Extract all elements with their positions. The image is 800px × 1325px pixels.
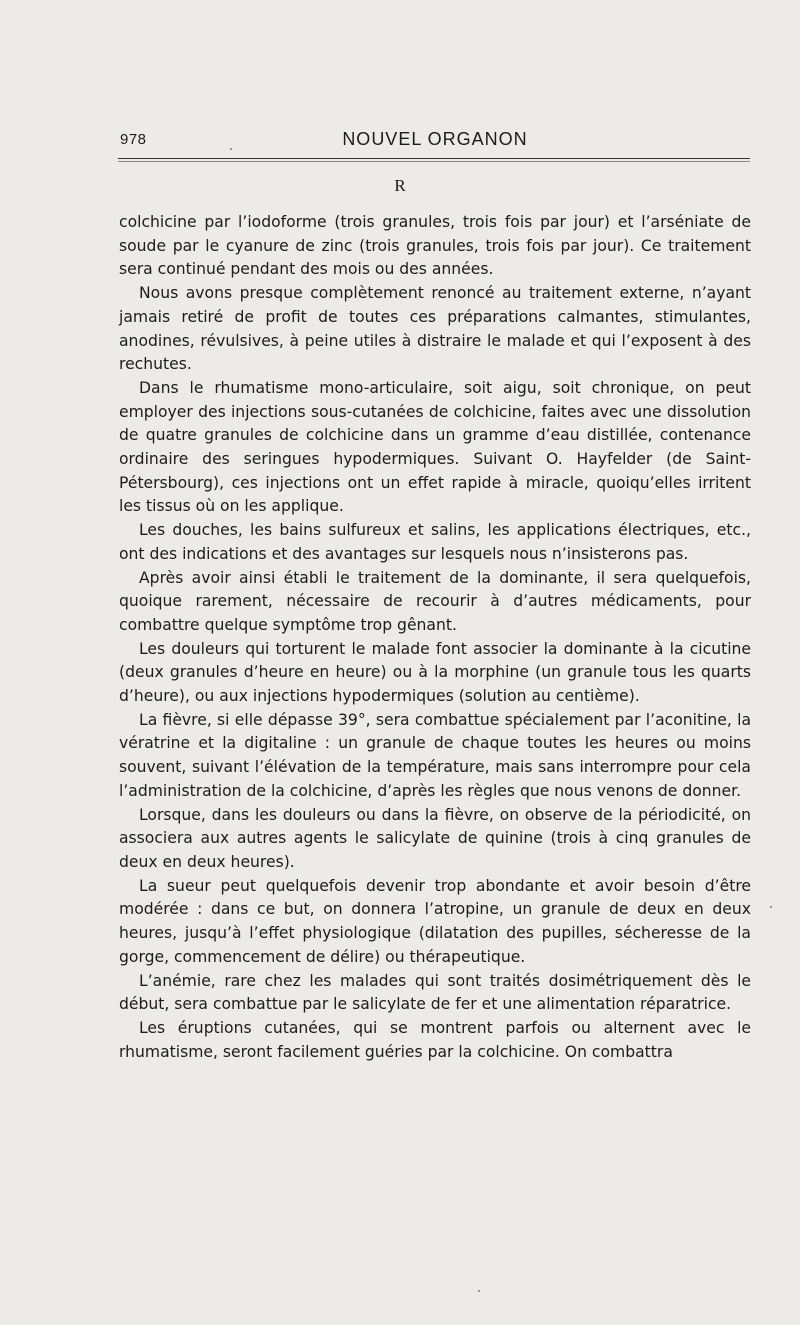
print-speck [478, 1290, 480, 1292]
paragraph: Dans le rhumatisme mono-articulaire, soit aigu, soit chronique, on peut employer des injections sous-cutanées de colchicine, faites avec une dissolution de quatre granules de colchicine dans un gramme d’eau distillée, contenance ordinaire des seringues hypodermiques. Suivant O. Hayfelder (de Saint-Pétersbourg), ces injections ont un effet rapide à miracle, quoiqu’elles irritent les tissus où on les applique. [119, 378, 751, 516]
paragraph: La sueur peut quelquefois devenir trop abondante et avoir besoin d’être modérée : dans ce but, on donnera l’atropine, un granule de deux en deux heures, jusqu’à l’effet physiologique (dilatation des pupilles, sécheresse de la gorge, commencement de délire) ou thérapeutique. [119, 876, 751, 966]
running-title: NOUVEL ORGANON [342, 129, 528, 149]
paragraph: Les éruptions cutanées, qui se montrent parfois ou alternent avec le rhumatisme, seront facilement guéries par la colchicine. On combattra [119, 1018, 751, 1061]
paragraph: La fièvre, si elle dépasse 39°, sera combattue spécialement par l’aconitine, la vératrine et la digitaline : un granule de chaque toutes les heures ou moins souvent, suivant l’élévation de la température, mais sans interrompre pour cela l’administration de la colchicine, d’après les règles que nous venons de donner. [119, 710, 751, 800]
body-text [119, 211, 751, 1064]
print-speck [230, 148, 232, 150]
page-header [120, 129, 750, 155]
paragraph: L’anémie, rare chez les malades qui sont traités dosimétriquement dès le début, sera combattue par le salicylate de fer et une alimentation réparatrice. [119, 971, 751, 1014]
page-number: 978 [120, 131, 147, 148]
header-rule-thin [118, 161, 750, 162]
paragraph: Les douches, les bains sulfureux et salins, les applications électriques, etc., ont des indications et des avantages sur lesquels nous n’insisterons pas. [119, 521, 751, 563]
paragraph: Nous avons presque complètement renoncé au traitement externe, n’ayant jamais retiré de profit de toutes ces préparations calmantes, stimulantes, anodines, révulsives, à peine utiles à distraire le malade et qui l’exposent à des rechutes. [119, 284, 751, 374]
paragraph: Les douleurs qui torturent le malade font associer la dominante à la cicutine (deux granules d’heure en heure) ou à la morphine (un granule tous les quarts d’heure), ou aux injections hypodermiques (solution au centième). [119, 639, 751, 706]
header-rule [118, 158, 750, 159]
print-speck [770, 906, 772, 908]
paragraph: colchicine par l’iodoforme (trois granules, trois fois par jour) et l’arséniate de soude par le cyanure de zinc (trois granules, trois fois par jour). Ce traitement sera continué pendant des mois ou des années. [119, 213, 751, 279]
paragraph: Lorsque, dans les douleurs ou dans la fièvre, on observe de la périodicité, on associera aux autres agents le salicylate de quinine (trois à cinq granules de deux en deux heures). [119, 805, 751, 871]
paragraph: Après avoir ainsi établi le traitement de la dominante, il sera quelquefois, quoique rarement, nécessaire de recourir à d’autres médicaments, pour combattre quelque symptôme trop gênant. [119, 568, 751, 634]
section-letter: R [394, 176, 406, 195]
